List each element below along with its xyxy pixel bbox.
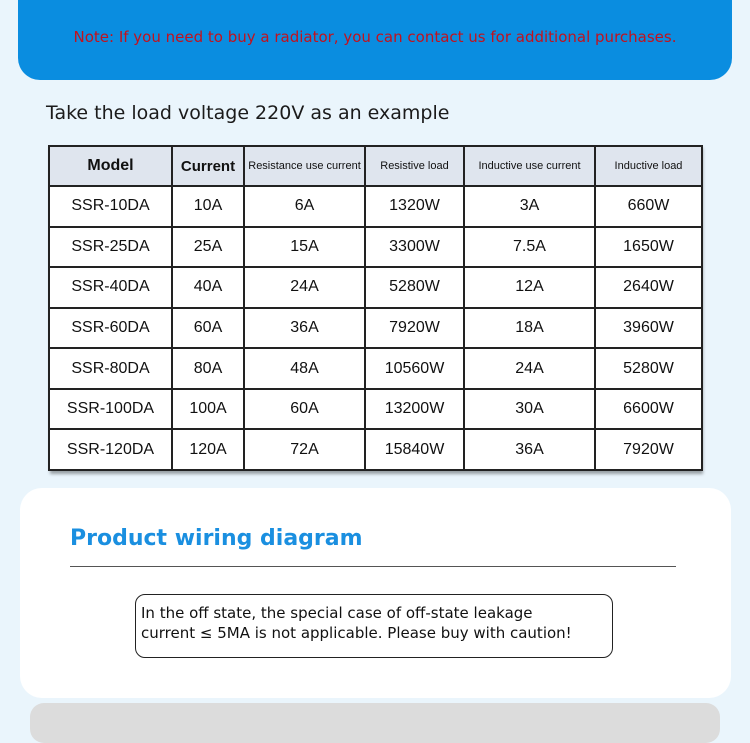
cell-inductive-use-current: 3A	[464, 186, 595, 227]
table-header-row	[49, 146, 702, 186]
header-inductive-load: Inductive load	[595, 146, 702, 186]
cell-inductive-load: 660W	[595, 186, 702, 227]
cell-resistive-load: 10560W	[365, 348, 464, 389]
cell-current: 40A	[172, 267, 244, 308]
cell-model: SSR-25DA	[49, 227, 172, 268]
cell-inductive-use-current: 12A	[464, 267, 595, 308]
table-row	[49, 227, 702, 268]
table-row	[49, 186, 702, 227]
bottom-card	[30, 703, 720, 743]
cell-inductive-load: 5280W	[595, 348, 702, 389]
cell-current: 25A	[172, 227, 244, 268]
table-row	[49, 389, 702, 430]
header-inductive-use-current: Inductive use current	[464, 146, 595, 186]
cell-resistive-load: 15840W	[365, 429, 464, 470]
cell-inductive-use-current: 7.5A	[464, 227, 595, 268]
example-title: Take the load voltage 220V as an example	[46, 102, 450, 124]
spec-table-wrap	[48, 145, 701, 471]
note-banner	[18, 0, 732, 80]
cell-inductive-use-current: 30A	[464, 389, 595, 430]
cell-inductive-load: 2640W	[595, 267, 702, 308]
cell-resistive-load: 13200W	[365, 389, 464, 430]
table-row	[49, 308, 702, 349]
cell-inductive-load: 7920W	[595, 429, 702, 470]
caution-box	[135, 594, 613, 658]
caution-text	[141, 603, 572, 643]
cell-current: 10A	[172, 186, 244, 227]
cell-model: SSR-120DA	[49, 429, 172, 470]
header-model: Model	[49, 146, 172, 186]
cell-model: SSR-10DA	[49, 186, 172, 227]
cell-resistive-load: 3300W	[365, 227, 464, 268]
wiring-diagram-title: Product wiring diagram	[70, 526, 363, 551]
cell-inductive-load: 1650W	[595, 227, 702, 268]
cell-current: 100A	[172, 389, 244, 430]
cell-current: 80A	[172, 348, 244, 389]
table-row	[49, 429, 702, 470]
cell-resistance-use-current: 15A	[244, 227, 365, 268]
cell-resistive-load: 5280W	[365, 267, 464, 308]
header-resistance-use-current: Resistance use current	[244, 146, 365, 186]
cell-current: 120A	[172, 429, 244, 470]
cell-model: SSR-100DA	[49, 389, 172, 430]
cell-model: SSR-80DA	[49, 348, 172, 389]
cell-inductive-use-current: 24A	[464, 348, 595, 389]
cell-resistance-use-current: 6A	[244, 186, 365, 227]
cell-resistive-load: 1320W	[365, 186, 464, 227]
cell-resistance-use-current: 24A	[244, 267, 365, 308]
table-row	[49, 267, 702, 308]
header-resistive-load: Resistive load	[365, 146, 464, 186]
wiring-card	[20, 488, 731, 698]
cell-inductive-load: 6600W	[595, 389, 702, 430]
header-current: Current	[172, 146, 244, 186]
cell-resistance-use-current: 72A	[244, 429, 365, 470]
cell-resistive-load: 7920W	[365, 308, 464, 349]
table-row	[49, 348, 702, 389]
cell-inductive-use-current: 36A	[464, 429, 595, 470]
cell-resistance-use-current: 60A	[244, 389, 365, 430]
caution-line-2: current ≤ 5MA is not applicable. Please buy with caution!	[141, 624, 572, 642]
cell-model: SSR-40DA	[49, 267, 172, 308]
caution-line-1: In the off state, the special case of off-state leakage	[141, 604, 533, 622]
cell-inductive-use-current: 18A	[464, 308, 595, 349]
radiator-note: Note: If you need to buy a radiator, you can contact us for additional purchases.	[73, 28, 677, 46]
cell-inductive-load: 3960W	[595, 308, 702, 349]
title-divider	[70, 566, 676, 567]
cell-model: SSR-60DA	[49, 308, 172, 349]
cell-resistance-use-current: 36A	[244, 308, 365, 349]
cell-current: 60A	[172, 308, 244, 349]
spec-table	[48, 145, 703, 471]
cell-resistance-use-current: 48A	[244, 348, 365, 389]
